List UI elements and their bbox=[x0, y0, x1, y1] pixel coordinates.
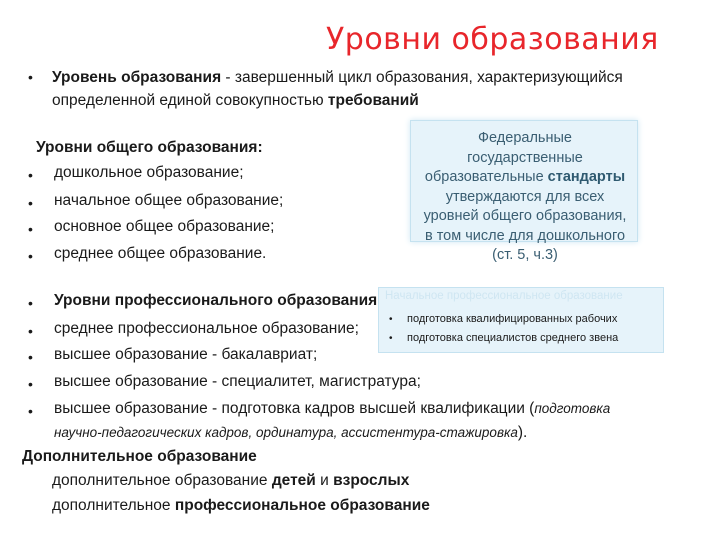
bullet: • bbox=[28, 349, 33, 365]
bullet: • bbox=[28, 295, 33, 311]
professional-item: высшее образование - бакалавриат; bbox=[54, 346, 318, 363]
professional-note: научно-педагогических кадров, ординатура, ассистентура-стажировка bbox=[54, 425, 518, 440]
professional-item: высшее образование - специалитет, магистратура; bbox=[54, 373, 421, 390]
slide-title: Уровни образования bbox=[326, 22, 659, 57]
vocational-heading: Начальное профессиональное образование bbox=[385, 290, 623, 302]
vocational-item: подготовка специалистов среднего звена bbox=[407, 332, 619, 344]
professional-note-start: подготовка bbox=[534, 401, 611, 416]
standards-emph: стандарты bbox=[547, 169, 626, 185]
general-heading: Уровни общего образования: bbox=[36, 139, 263, 156]
definition-term: Уровень образования bbox=[52, 69, 222, 86]
standards-text-rest: утверждаются для всех уровней общего образования, в том числе для дошкольного (ст. 5, ч.3) bbox=[423, 188, 627, 263]
bullet: • bbox=[28, 195, 33, 211]
bullet: • bbox=[28, 167, 33, 183]
bullet: • bbox=[28, 403, 33, 419]
additional-heading: Дополнительное образование bbox=[22, 448, 257, 465]
general-item: начальное общее образование; bbox=[54, 192, 284, 209]
definition-text bbox=[52, 66, 672, 112]
standards-note-box bbox=[410, 120, 638, 263]
bullet: • bbox=[28, 69, 33, 85]
bullet: • bbox=[28, 248, 33, 264]
professional-item-last bbox=[54, 400, 610, 418]
bullet: • bbox=[389, 333, 393, 344]
professional-note-line bbox=[54, 424, 527, 442]
definition-emph: требований bbox=[327, 92, 419, 109]
general-item: среднее общее образование. bbox=[54, 245, 267, 262]
bullet: • bbox=[28, 221, 33, 237]
vocational-item: подготовка квалифицированных рабочих bbox=[407, 313, 618, 325]
professional-item: среднее профессиональное образование; bbox=[54, 320, 359, 337]
vocational-box bbox=[378, 287, 664, 353]
general-item: дошкольное образование; bbox=[54, 164, 244, 181]
additional-line-2 bbox=[52, 497, 430, 515]
additional-adults: взрослых bbox=[333, 472, 410, 489]
general-item: основное общее образование; bbox=[54, 218, 275, 235]
additional-and: и bbox=[315, 472, 334, 489]
additional-professional: профессиональное образование bbox=[174, 497, 430, 514]
definition-body: - завершенный цикл образования, характеризующийся определенной единой совокупностью bbox=[52, 69, 623, 109]
standards-text: Федеральные государственные образовательные bbox=[424, 130, 583, 185]
additional-children: детей bbox=[271, 472, 316, 489]
bullet: • bbox=[28, 376, 33, 392]
additional-text: дополнительное bbox=[52, 497, 175, 514]
bullet: • bbox=[28, 323, 33, 339]
additional-line-1 bbox=[52, 472, 409, 490]
professional-heading: Уровни профессионального образования bbox=[54, 292, 378, 309]
additional-text: дополнительное образование bbox=[52, 472, 272, 489]
professional-note-end: ). bbox=[517, 424, 528, 441]
professional-item: высшее образование - подготовка кадров высшей квалификации ( bbox=[54, 400, 535, 417]
bullet: • bbox=[389, 314, 393, 325]
